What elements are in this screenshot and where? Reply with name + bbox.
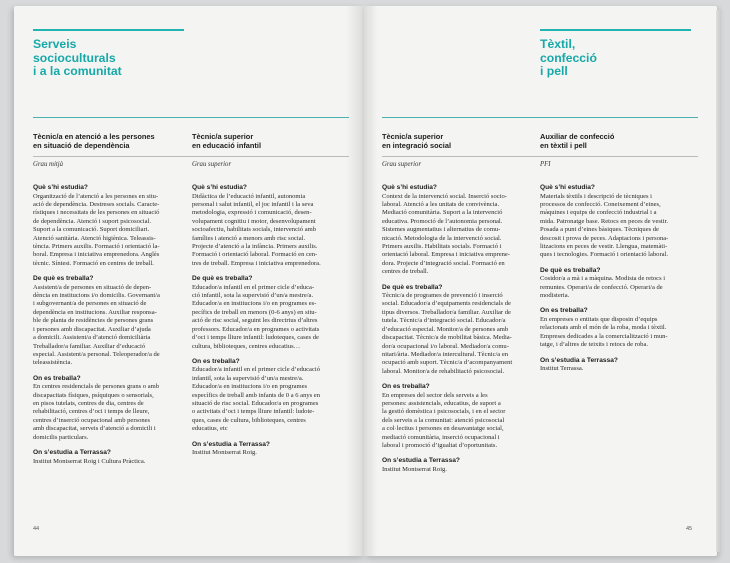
section-divider xyxy=(540,117,698,118)
content-column xyxy=(540,184,692,381)
block-heading: On s’estudia a Terrassa? xyxy=(33,449,111,457)
block-text: Context de la intervenció social. Inserció socio- laboral. Atenció a les unitats de convivència. Mediació comunitària. Suport a la intervenció educativa. Promoció de l’autonomia personal. Sistemes augmentatius i alternatius de comu- nicació. Metodologia de la intervenció social. Primers auxilis. Habilitats socials. Formació i orientació laboral. Empresa i iniciativa emprene- dora. Projecte d’integració social. Formació en centres de treball. xyxy=(382,192,510,276)
block-heading: De què es treballa? xyxy=(540,266,601,274)
content-column xyxy=(382,184,534,481)
page-number: 44 xyxy=(33,526,40,532)
block-heading: Què s’hi estudia? xyxy=(33,184,88,191)
block-text: Educador/a infantil en el primer cicle d’educa- ció infantil, sota la supervisió d’un/a mestre/a. Educador/a en institucions i/o en programes es- pecífics de treball en menors (0-6 anys) en situ- ació de risc social, seguint les directrius d’altres professors. Educador/a en programes o activitats d’oci i temps lliure infantil: ludoteques, cases de cultura, biblioteques, centres educatius… xyxy=(192,283,320,350)
block-text: En empreses del sector dels serveis a les persones: assistencials, educatius, de suport a la gestió domèstica i psicosocials, i en el sector dels serveis a la comunitat: atenció psicosocial a col·lectius i persones en desavantatge social, mediació comunitària, inserció ocupacional i laboral i promoció d’igualtat d’oportunitats. xyxy=(382,391,506,450)
block-text: Institut Montserrat Roig i Cultura Pràctica. xyxy=(33,457,146,465)
block-heading: On s’estudia a Terrassa? xyxy=(192,440,270,448)
block-text: Educador/a infantil en el primer cicle d’educació infantil, sota la supervisió d’un/a mestre/a. Educador/a en institucions i/o en programes específics de treball amb infants de 0 a 6 anys en situació de risc social. Educador/a en programes o activitats d’oci i temps lliure infantil: ludote- ques, cases de cultura, biblioteques, centres educatius, etc xyxy=(192,366,320,433)
content-column xyxy=(33,184,185,473)
block-heading: Què s’hi estudia? xyxy=(192,184,247,191)
block-heading: On es treballa? xyxy=(192,357,240,365)
section-title-rule xyxy=(540,29,691,31)
block-text: Institut Montserrat Roig. xyxy=(192,449,257,457)
section-title: Serveis socioculturals i a la comunitat xyxy=(33,37,122,78)
level-label: PFI xyxy=(540,161,551,168)
block-heading: On es treballa? xyxy=(382,383,430,391)
job-title: Tècnic/a en atenció a les persones en situació de dependència xyxy=(33,132,155,151)
page-number: 45 xyxy=(686,526,693,532)
level-label: Grau superior xyxy=(192,161,232,168)
block-heading: On es treballa? xyxy=(540,307,588,315)
block-heading: De què es treballa? xyxy=(382,283,443,291)
block-heading: On s’estudia a Terrassa? xyxy=(540,356,618,364)
block-text: En empreses o entitats que disposin d’equips relacionats amb el món de la roba, moda i tèxtil. Empreses dedicades a la comercialització i mun- tatge, i d’altres de teixits i retocs de roba. xyxy=(540,315,668,349)
block-heading: On es treballa? xyxy=(33,374,81,382)
column-divider xyxy=(382,156,698,157)
job-title: Auxiliar de confecció en tèxtil i pell xyxy=(540,132,615,151)
block-text: Tècnic/a de programes de prevenció i inserció social. Educador/a d’equipaments residencials de tipus diversos. Treballador/a familiar. Auxiliar de tutela. Tècnic/a d’integració social. Educador/a d’educació especial. Monitor/a de persones amb discapacitat. Tècnic/a de mobilitat bàsica. Media- dor/a ocupacional i/o laboral. Mediador/a comu- nitari/ària. Mediador/a intercultural. Tècnic/a en ocupació amb suport. Tècnic/a d’acompanyament laboral. Monitor/a de rehabilitació psicosocial. xyxy=(382,292,513,375)
section-divider xyxy=(382,117,540,118)
level-label: Grau superior xyxy=(382,161,422,168)
block-heading: On s’estudia a Terrassa? xyxy=(382,457,460,465)
block-text: Materials tèxtils i descripció de tècniques i processos de confecció. Coneixement d’eines, màquines i equips de confecció industrial i a mida. Patronatge base. Retocs en peces de vestir. Posada a punt d’eines bàsiques. Tècniques de descosit i prova de peces. Adaptacions i persona- litzacions en peces de vestir. Llengua, matemàti- ques i tecnologies. Formació i orientació laboral. xyxy=(540,192,669,259)
left-page xyxy=(14,6,364,556)
block-text: Cosidor/a a mà i a màquina. Modista de retocs i remuntes. Operari/a de confecció. Operari/a de modisteria. xyxy=(540,275,666,300)
job-title: Tècnic/a superior en integració social xyxy=(382,132,452,151)
page-stack-edge xyxy=(716,10,721,552)
level-label: Grau mitjà xyxy=(33,161,64,168)
block-text: Assistent/a de persones en situació de depen- dència en institucions i/o domicilis. Governant/a i subgovernant/a de persones en situació de dependència en institucions. Auxiliar responsa- ble de planta de residències de persones grans i persones amb discapacitat. Auxiliar d’ajuda a domicili. Assistent/a d’atenció domiciliària Treballador/a familiar. Auxiliar d’educació especial. Assistent/a personal. Teleoperador/a de teleassistència. xyxy=(33,283,160,367)
block-heading: Què s’hi estudia? xyxy=(540,184,595,191)
block-text: Didàctica de l’educació infantil, autonomia personal i salut infantil, el joc infantil i la seva metodologia, expressió i comunicació, desen- volupament cognitiu i motor, desenvolupament socioafectiu, habilitats socials, intervenció amb famílies i atenció a menors amb risc social. Projecte d’atenció a la infància. Primers auxilis. Formació i orientació laboral. Formació en cen- tres de treball. Empresa i iniciativa emprenedora. xyxy=(192,192,321,267)
block-text: En centres residencials de persones grans o amb discapacitats físiques, psíquiques o sensorials, en pisos tutelats, centres de dia, centres de rehabilitació, centres d’oci i temps de lleure, centres d’inserció ocupacional amb persones amb discapacitat, serveis d’atenció a domicili i domicilis particulars. xyxy=(33,383,159,441)
column-divider xyxy=(33,156,349,157)
job-title: Tècnic/a superior en educació infantil xyxy=(192,132,261,151)
block-heading: Què s’hi estudia? xyxy=(382,184,437,191)
block-text: Institut Montserrat Roig. xyxy=(382,465,447,473)
right-page xyxy=(364,6,717,556)
section-title-rule xyxy=(33,29,184,31)
block-heading: De què es treballa? xyxy=(33,275,94,283)
block-heading: De què es treballa? xyxy=(192,275,253,283)
section-divider xyxy=(33,117,349,118)
block-text: Institut Terrassa. xyxy=(540,365,584,373)
content-column xyxy=(192,184,344,465)
section-title: Tèxtil, confecció i pell xyxy=(540,37,597,78)
block-text: Organització de l’atenció a les persones en situ- ació de dependència. Destreses socials. Caracte- rístiques i necessitats de les persones en situació de dependència. Atenció i suport psicosocial. Suport a la comunicació. Suport domiciliari. Atenció sanitària. Atenció higiènica. Teleassis- tència. Primers auxilis. Formació i orientació la- boral. Empresa i iniciativa emprenedora. Anglès tècnic. Síntesi. Formació en centres de treball. xyxy=(33,192,160,267)
